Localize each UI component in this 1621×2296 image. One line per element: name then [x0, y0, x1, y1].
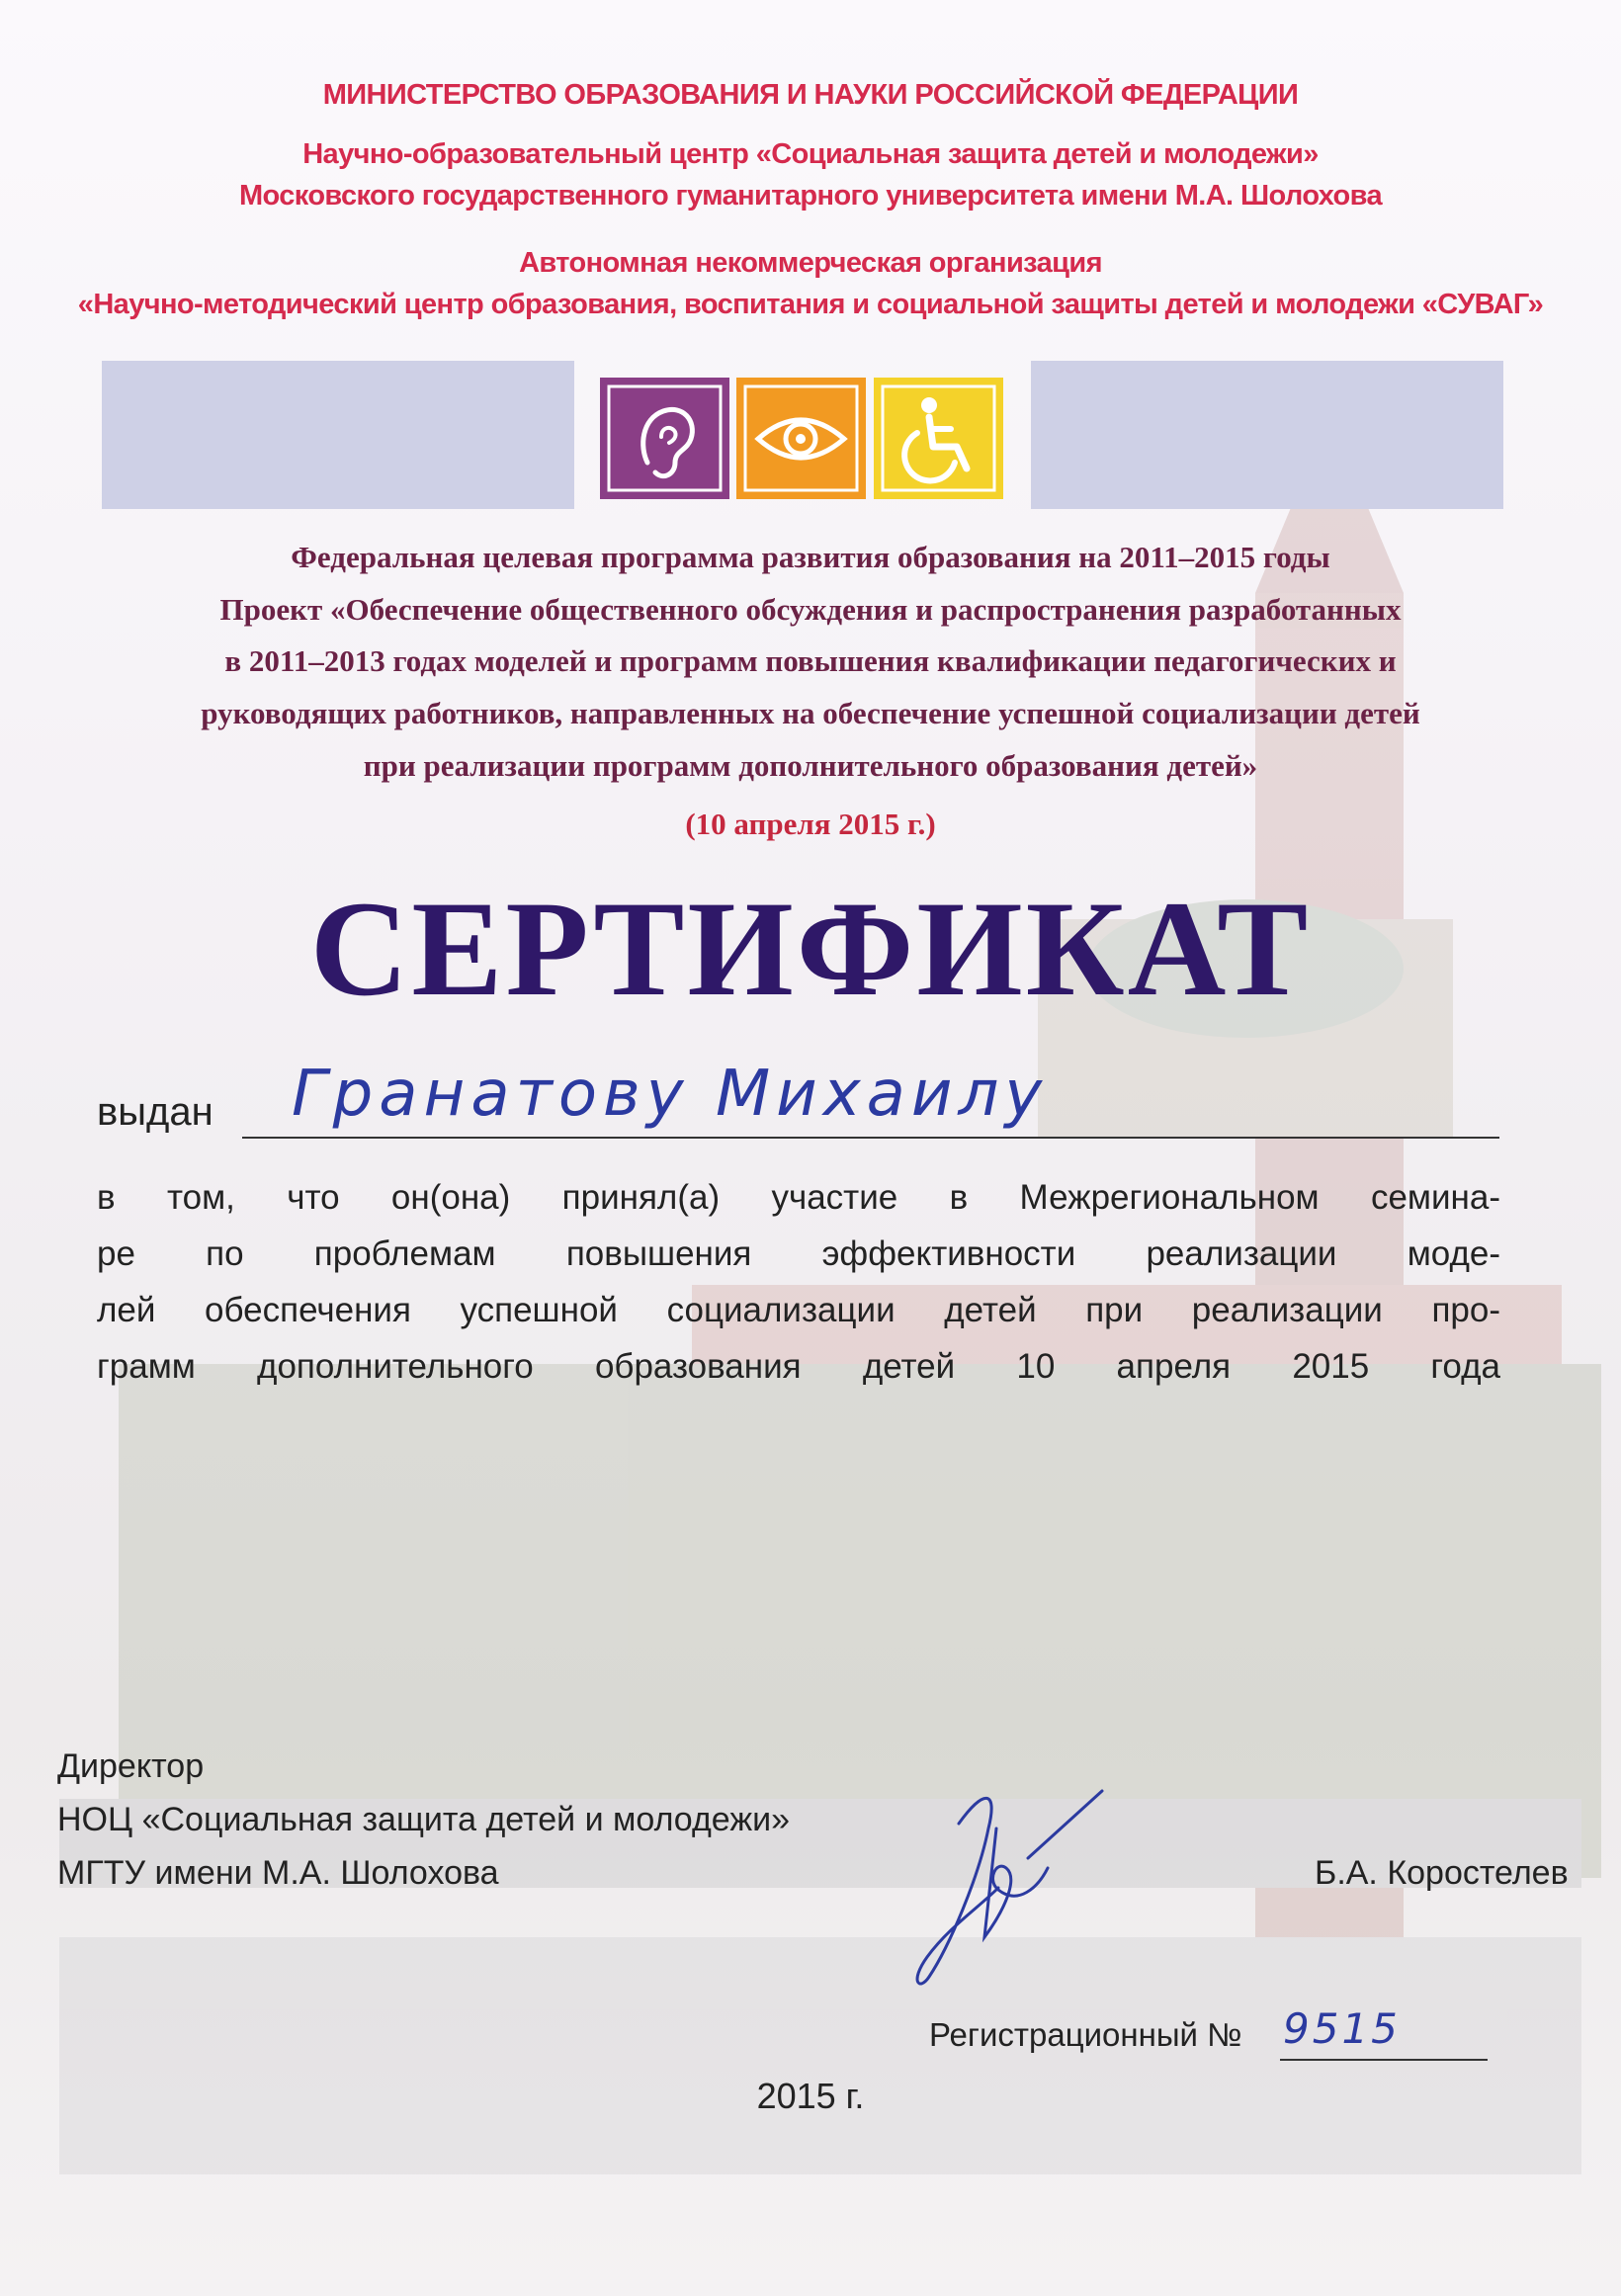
program-line3: в 2011–2013 годах моделей и программ повышения квалификации педагогических и — [224, 643, 1397, 678]
program-line2: Проект «Обеспечение общественного обсуждения и распространения разработанных — [219, 592, 1402, 627]
logo-band-right — [1031, 361, 1503, 509]
wheelchair-icon — [874, 378, 1003, 499]
body-line-4: грамм дополнительного образования детей 10 апреля 2015 года — [97, 1347, 1500, 1386]
registration-label: Регистрационный № — [929, 2016, 1242, 2053]
recipient-name: Гранатову Михаилу — [292, 1058, 1049, 1131]
body-line-2: ре по проблемам повышения эффективности реализации моде- — [97, 1234, 1500, 1273]
logo-band-left — [102, 361, 574, 509]
body-line-3: лей обеспечения успешной социализации детей при реализации про- — [97, 1291, 1500, 1329]
program-line4: руководящих работников, направленных на обеспечение успешной социализации детей — [201, 696, 1420, 730]
event-date: (10 апреля 2015 г.) — [685, 807, 936, 841]
program-line5: при реализации программ дополнительного образования детей» — [363, 748, 1258, 783]
body-line-1: в том, что он(она) принял(а) участие в Межрегиональном семина- — [97, 1178, 1500, 1217]
signatory-name: Б.А. Коростелев — [1315, 1854, 1569, 1892]
ministry-heading: МИНИСТЕРСТВО ОБРАЗОВАНИЯ И НАУКИ РОССИЙСКОЙ ФЕДЕРАЦИИ — [322, 79, 1299, 111]
signatory-org: НОЦ «Социальная защита детей и молодежи» — [57, 1801, 790, 1838]
handwritten-signature — [890, 1769, 1127, 1997]
footer-year: 2015 г. — [756, 2076, 865, 2116]
issued-label: выдан — [97, 1090, 213, 1134]
center-name-line2: Московского государственного гуманитарного университета имени М.А. Шолохова — [238, 180, 1383, 212]
recipient-underline — [242, 1137, 1499, 1139]
center-name-line1: Научно-образовательный центр «Социальная защита детей и молодежи» — [302, 138, 1319, 170]
ano-line2: «Научно-методический центр образования, воспитания и социальной защиты детей и молодежи «СУВАГ» — [77, 289, 1544, 320]
registration-underline — [1280, 2059, 1488, 2061]
eye-icon — [736, 378, 866, 499]
signatory-title: Директор — [57, 1747, 205, 1785]
certificate-title: СЕРТИФИКАТ — [309, 873, 1312, 1024]
ear-icon — [600, 378, 729, 499]
program-line1: Федеральная целевая программа развития образования на 2011–2015 годы — [291, 540, 1330, 574]
signatory-university: МГТУ имени М.А. Шолохова — [57, 1854, 499, 1892]
ano-line1: Автономная некоммерческая организация — [519, 247, 1102, 279]
registration-number: 9515 — [1283, 2004, 1401, 2053]
